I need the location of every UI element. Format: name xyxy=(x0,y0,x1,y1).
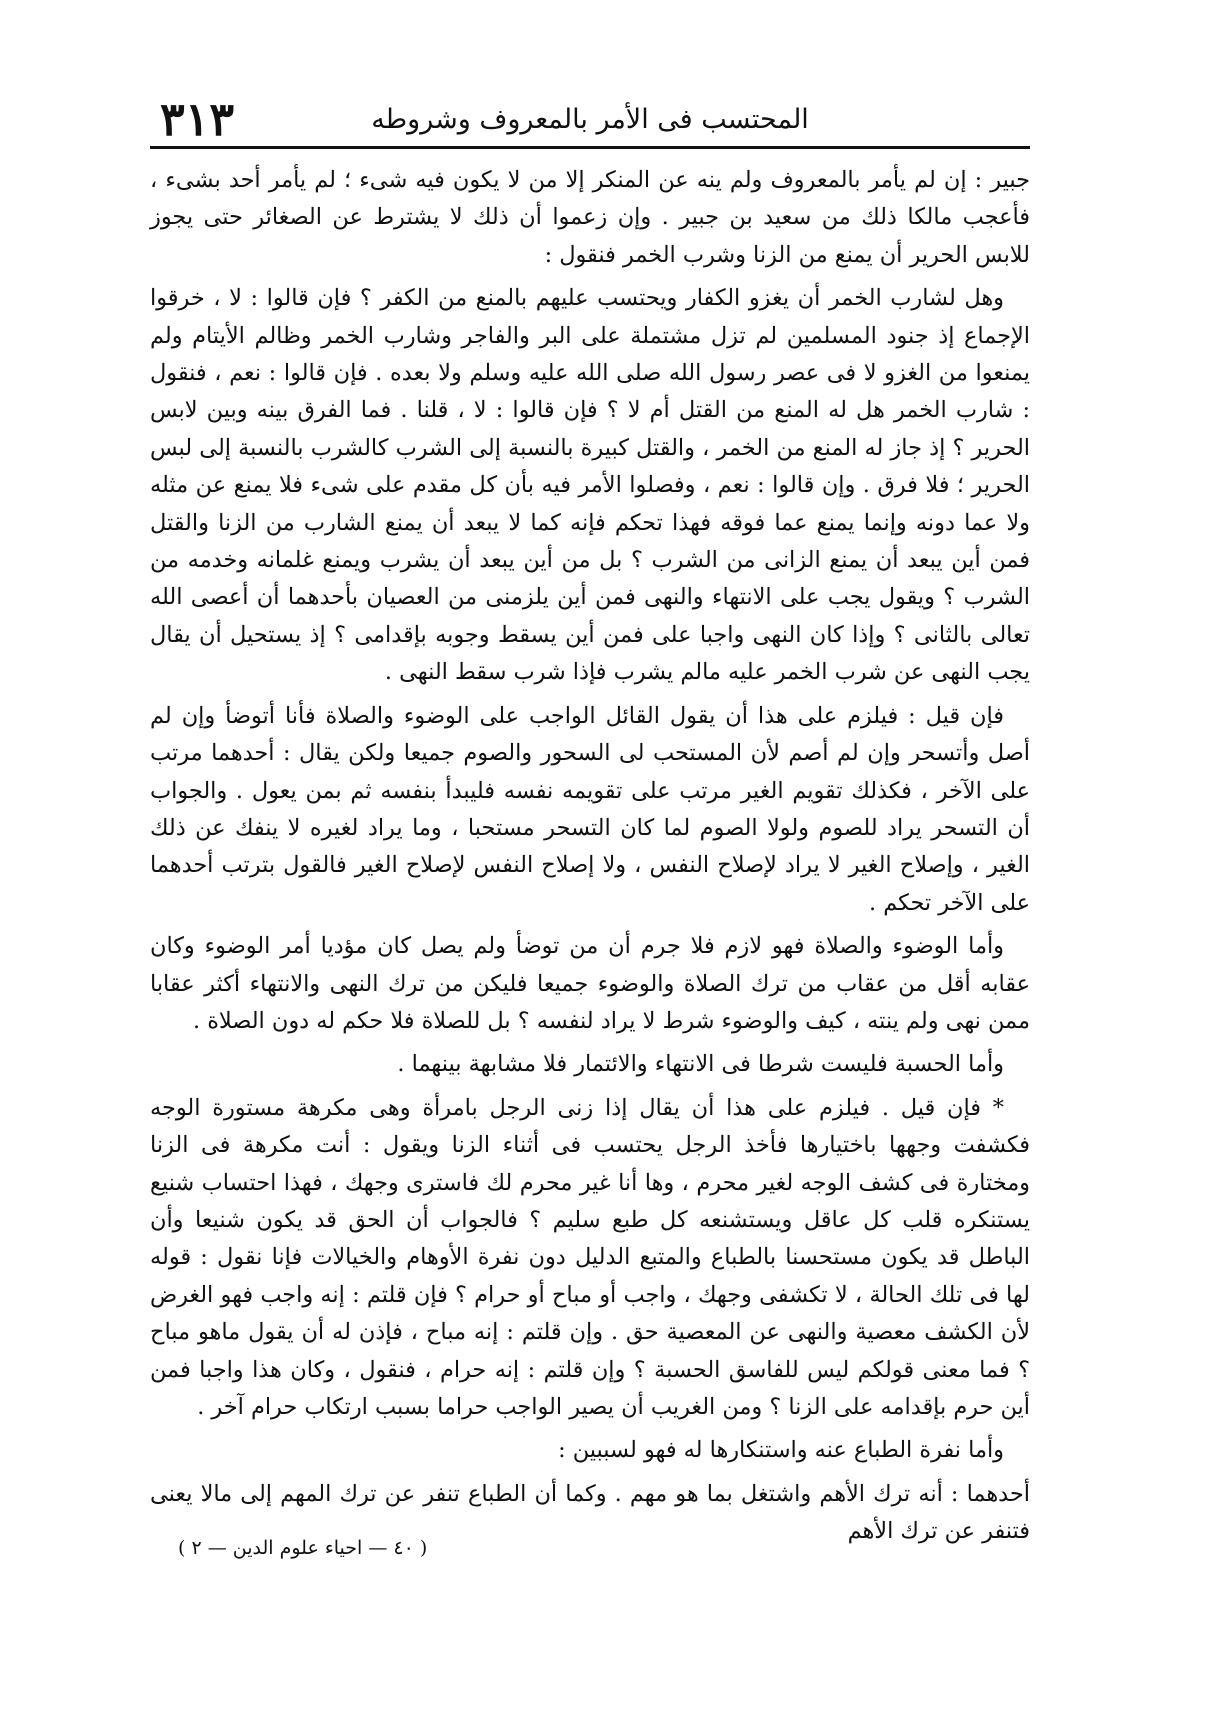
page-body xyxy=(150,162,1030,1572)
paragraph: فإن قيل : فيلزم على هذا أن يقول القائل الواجب على الوضوء والصلاة فأنا أتوضأ وإن لم أصل وأتسحر وإن لم أصم لأن المستحب لى السحور والصوم جميعا ولكن يقال : أحدهما مرتب على الآخر ، فكذلك تقويم الغير مرتب على تقويمه نفسه فليبدأ بنفسه ثم بمن يعول . والجواب أن التسحر يراد للصوم ولولا الصوم لما كان التسحر مستحبا ، وما يراد لغيره لا ينفك عن ذلك الغير ، وإصلاح الغير لا يراد لإصلاح النفس ، ولا إصلاح النفس لإصلاح الغير فالقول بترتب أحدهما على الآخر تحكم . xyxy=(150,702,1030,916)
paragraph: أحدهما : أنه ترك الأهم واشتغل بما هو مهم . وكما أن الطباع تنفر عن ترك المهم إلى مالا يعنى فتنفر عن ترك الأهم xyxy=(150,1480,1030,1545)
paragraph: * فإن قيل . فيلزم على هذا أن يقال إذا زنى الرجل بامرأة وهى مكرهة مستورة الوجه فكشفت وجهها باختيارها فأخذ الرجل يحتسب فى أثناء الزنا ويقول : أنت مكرهة فى الزنا ومختارة فى كشف الوجه لغير محرم ، وها أنا غير محرم لك فاسترى وجهك ، فهذا احتساب شنيع يستنكره قلب كل عاقل ويستشنعه كل طبع سليم ؟ فالجواب أن الحق قد يكون شنيعا وأن الباطل قد يكون مستحسنا بالطباع والمتبع الدليل دون نفرة الأوهام والخيالات فإنا نقول : قوله لها فى تلك الحالة ، لا تكشفى وجهك ، واجب أو مباح أو حرام ؟ فإن قلتم : إنه واجب فهو الغرض لأن الكشف معصية والنهى عن المعصية حق . وإن قلتم : إنه مباح ، فإذن له أن يقول ماهو مباح ؟ فما معنى قولكم ليس للفاسق الحسبة ؟ وإن قلتم : إنه حرام ، فنقول ، وكان هذا واجبا فمن أين حرم بإقدامه على الزنا ؟ ومن الغريب أن يصير الواجب حراما بسبب ارتكاب حرام آخر . xyxy=(150,1094,1030,1420)
header-rule xyxy=(150,146,1030,149)
running-title: المحتسب فى الأمر بالمعروف وشروطه xyxy=(371,104,809,135)
paragraph: وهل لشارب الخمر أن يغزو الكفار ويحتسب عليهم بالمنع من الكفر ؟ فإن قالوا : لا ، خرقوا الإجماع إذ جنود المسلمين لم تزل مشتملة على البر والفاجر وشارب الخمر وظالم الأيتام ولم يمنعوا من الغزو لا فى عصر رسول الله صلى الله عليه وسلم ولا بعده . فإن قالوا : نعم ، فنقول : شارب الخمر هل له المنع من القتل أم لا ؟ فإن قالوا : لا ، قلنا . فما الفرق بينه وبين لابس الحرير ؟ إذ جاز له المنع من الخمر ، والقتل كبيرة بالنسبة إلى الشرب كالشرب بالنسبة إلى لبس الحرير ؛ فلا فرق . وإن قالوا : نعم ، وفصلوا الأمر فيه بأن كل مقدم على شىء فلا يمنع عن مثله ولا عما دونه وإنما يمنع عما فوقه فهذا تحكم فإنه كما لا يبعد أن يمنع الشارب من الزنا والقتل فمن أين يبعد أن يمنع الزانى من الشرب ؟ بل من أين يبعد أن يشرب ويمنع غلمانه وخدمه من الشرب ؟ ويقول يجب على الانتهاء والنهى فمن أين يلزمنى من العصيان بأحدهما أن أعصى الله تعالى بالثانى ؟ وإذا كان النهى واجبا على فمن أين يسقط وجوبه بإقدامى ؟ إذ يستحيل أن يقال يجب النهى عن شرب الخمر عليه مالم يشرب فإذا شرب سقط النهى . xyxy=(150,285,1030,686)
paragraph: جبير : إن لم يأمر بالمعروف ولم ينه عن المنكر إلا من لا يكون فيه شىء ؛ لم يأمر أحد بشىء ، فأعجب مالكا ذلك من سعيد بن جبير . وإن زعموا أن ذلك لا يشترط عن الصغائر حتى يجوز للابس الحرير أن يمنع من الزنا وشرب الخمر فنقول : xyxy=(150,167,1030,268)
paragraph: وأما نفرة الطباع عنه واستنكارها له فهو لسببين : xyxy=(558,1437,1004,1464)
paragraph: وأما الحسبة فليست شرطا فى الانتهاء والائتمار فلا مشابهة بينهما . xyxy=(397,1051,1004,1078)
page-number: ٣١٣ xyxy=(160,92,235,146)
printer-signature: ( ٤٠ — احياء علوم الدين — ٢ ) xyxy=(178,1537,428,1559)
page-header xyxy=(150,92,1030,146)
paragraph: وأما الوضوء والصلاة فهو لازم فلا جرم أن من توضأ ولم يصل كان مؤديا أمر الوضوء وكان عقابه أقل من عقاب من ترك الصلاة والوضوء جميعا فليكن من ترك النهى والانتهاء أكثر عقابا ممن نهى ولم ينته ، كيف والوضوء شرط لا يراد لنفسه ؟ بل للصلاة فلا حكم له دون الصلاة . xyxy=(150,933,1030,1034)
